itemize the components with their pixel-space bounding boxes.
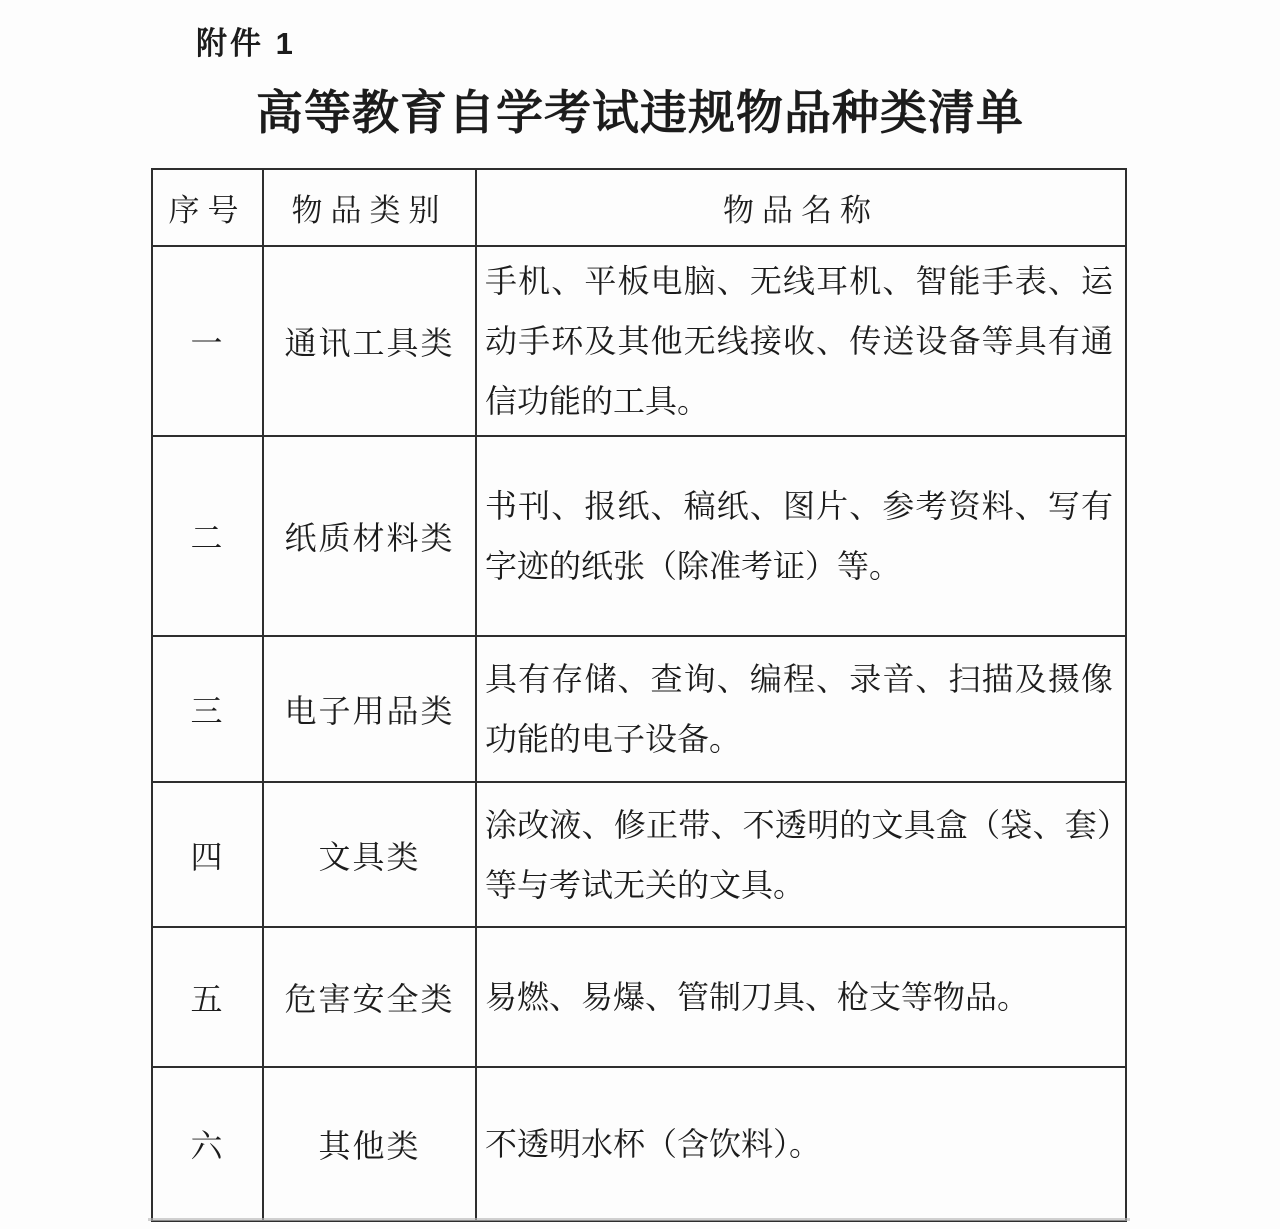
table-header-row [152,169,1126,246]
page-title: 高等教育自学考试违规物品种类清单 [256,88,1024,140]
header-cell-items: 物品名称 [476,169,1126,246]
items-cell: 易燃、易爆、管制刀具、枪支等物品。 [476,927,1126,1067]
items-cell: 具有存储、查询、编程、录音、扫描及摄像功能的电子设备。 [476,636,1126,782]
table-row [152,1067,1126,1221]
row-number-cell: 二 [152,436,263,636]
category-cell: 危害安全类 [263,927,476,1067]
table-row [152,636,1126,782]
category-cell: 其他类 [263,1067,476,1221]
table-bottom-shadow [148,1218,1130,1221]
header-cell-category: 物品类别 [263,169,476,246]
category-cell: 通讯工具类 [263,246,476,436]
row-number-cell: 三 [152,636,263,782]
items-cell: 书刊、报纸、稿纸、图片、参考资料、写有字迹的纸张（除准考证）等。 [476,436,1126,636]
table-row [152,246,1126,436]
prohibited-items-table [151,168,1127,1222]
row-number-cell: 六 [152,1067,263,1221]
header-cell-serial: 序号 [152,169,263,246]
items-cell: 不透明水杯（含饮料）。 [476,1067,1126,1221]
category-cell: 文具类 [263,782,476,927]
category-cell: 纸质材料类 [263,436,476,636]
category-cell: 电子用品类 [263,636,476,782]
items-cell: 手机、平板电脑、无线耳机、智能手表、运动手环及其他无线接收、传送设备等具有通信功能的工具。 [476,246,1126,436]
table-row [152,436,1126,636]
table-row [152,927,1126,1067]
attachment-label: 附件 1 [196,26,296,61]
table-row [152,782,1126,927]
row-number-cell: 四 [152,782,263,927]
items-cell: 涂改液、修正带、不透明的文具盒（袋、套）等与考试无关的文具。 [476,782,1126,927]
row-number-cell: 五 [152,927,263,1067]
row-number-cell: 一 [152,246,263,436]
